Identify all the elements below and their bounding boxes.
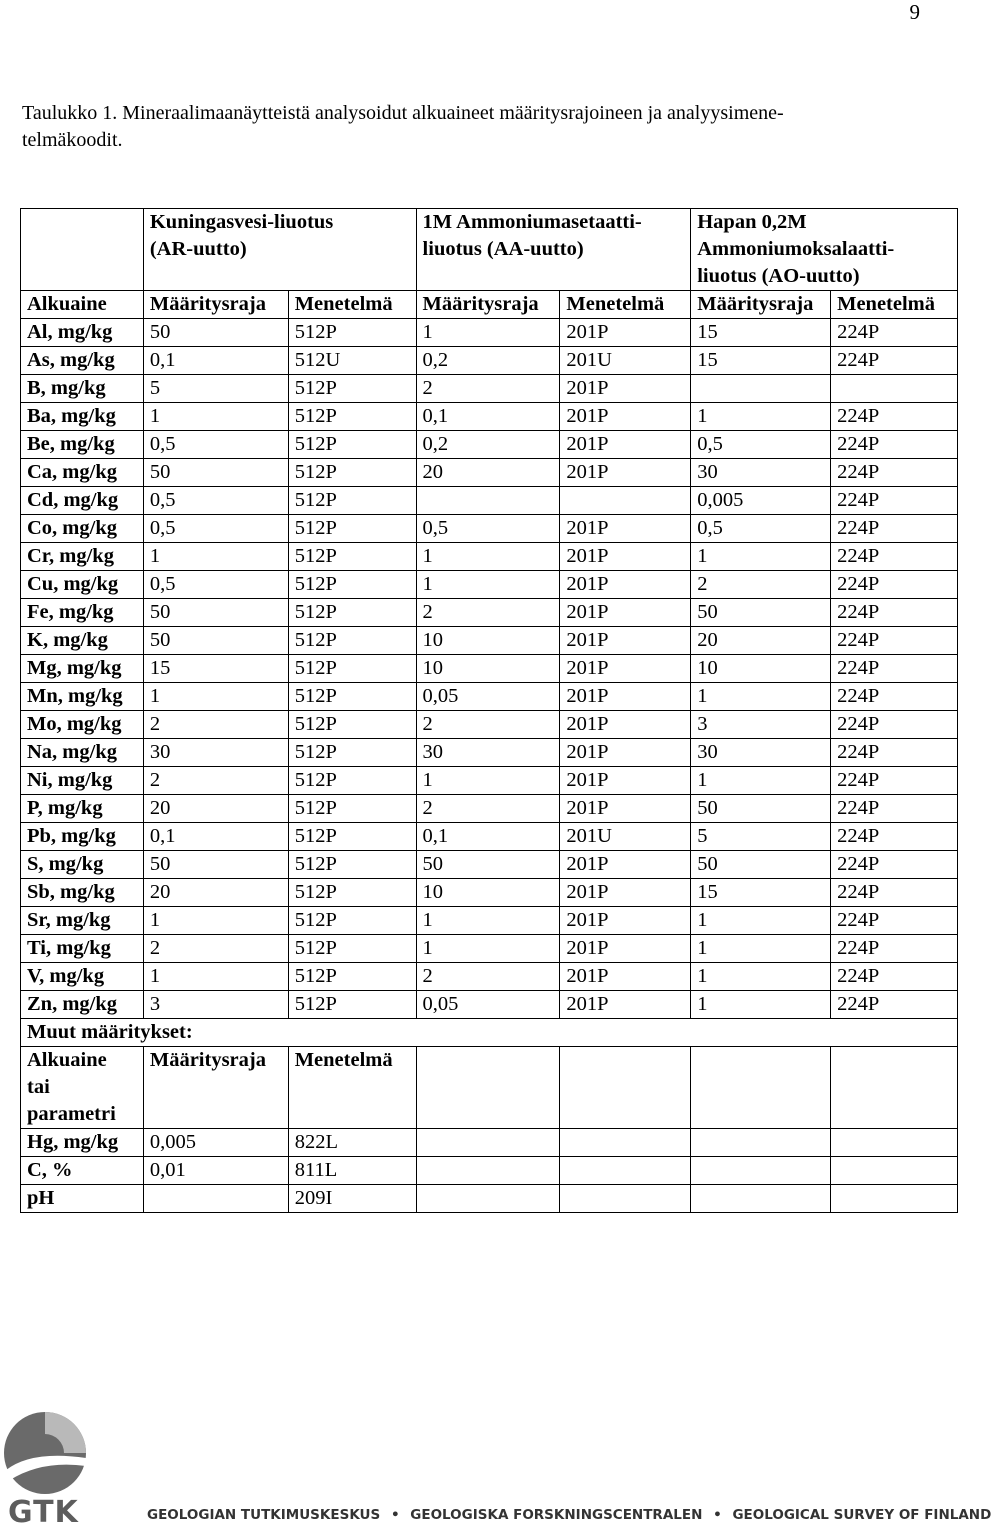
other-header-parameter-line3: parametri xyxy=(27,1103,116,1125)
table-row xyxy=(21,935,958,963)
value-cell: 0,2 xyxy=(416,431,560,459)
table-row xyxy=(21,487,958,515)
table-row xyxy=(21,795,958,823)
value-cell: 201P xyxy=(560,431,691,459)
element-cell: Co, mg/kg xyxy=(21,515,144,543)
element-cell: Zn, mg/kg xyxy=(21,991,144,1019)
page-number: 9 xyxy=(909,0,920,24)
element-cell: As, mg/kg xyxy=(21,347,144,375)
value-cell: 1 xyxy=(691,683,831,711)
empty-cell xyxy=(416,1185,560,1213)
value-cell: 512P xyxy=(288,375,416,403)
value-cell: 201P xyxy=(560,543,691,571)
table-row xyxy=(21,403,958,431)
value-cell: 201P xyxy=(560,655,691,683)
element-cell: Sr, mg/kg xyxy=(21,907,144,935)
empty-cell xyxy=(691,1129,831,1157)
value-cell: 512P xyxy=(288,683,416,711)
empty-cell xyxy=(831,1129,958,1157)
empty-cell xyxy=(416,1047,560,1129)
value-cell: 1 xyxy=(143,963,288,991)
empty-cell xyxy=(691,1157,831,1185)
value-cell: 224P xyxy=(831,767,958,795)
other-table-row xyxy=(21,1157,958,1185)
value-cell: 1 xyxy=(416,907,560,935)
element-cell: Fe, mg/kg xyxy=(21,599,144,627)
value-cell xyxy=(691,375,831,403)
element-cell: Ti, mg/kg xyxy=(21,935,144,963)
element-cell: Sb, mg/kg xyxy=(21,879,144,907)
table-row xyxy=(21,991,958,1019)
value-cell: 224P xyxy=(831,487,958,515)
value-cell: 5 xyxy=(691,823,831,851)
value-cell: 201P xyxy=(560,683,691,711)
value-cell: 201P xyxy=(560,319,691,347)
value-cell: 512P xyxy=(288,487,416,515)
element-cell: Mo, mg/kg xyxy=(21,711,144,739)
value-cell: 512P xyxy=(288,403,416,431)
table-row xyxy=(21,459,958,487)
value-cell: 2 xyxy=(691,571,831,599)
gtk-logo-icon xyxy=(2,1410,88,1496)
value-cell: 224P xyxy=(831,795,958,823)
value-cell: 201P xyxy=(560,627,691,655)
value-cell: 20 xyxy=(143,795,288,823)
group-ao-line1: Hapan 0,2M xyxy=(697,211,807,233)
logo-text: GTK xyxy=(8,1495,79,1530)
other-header-parameter xyxy=(21,1047,144,1129)
group-header-aa xyxy=(416,209,691,291)
value-cell: 512P xyxy=(288,963,416,991)
value-cell: 3 xyxy=(143,991,288,1019)
value-cell: 2 xyxy=(416,963,560,991)
column-header: Määritysraja xyxy=(143,291,288,319)
value-cell: 201P xyxy=(560,795,691,823)
value-cell: 512P xyxy=(288,515,416,543)
value-cell: 2 xyxy=(416,795,560,823)
value-cell: 1 xyxy=(691,907,831,935)
empty-cell xyxy=(831,1047,958,1129)
value-cell: 10 xyxy=(416,627,560,655)
element-cell: P, mg/kg xyxy=(21,795,144,823)
other-table-row xyxy=(21,1185,958,1213)
value-cell: 224P xyxy=(831,459,958,487)
other-determinations-row xyxy=(21,1019,958,1047)
value-cell: 1 xyxy=(416,935,560,963)
value-cell: 512P xyxy=(288,767,416,795)
value-cell: 0,5 xyxy=(143,431,288,459)
value-cell: 0,1 xyxy=(416,403,560,431)
value-cell: 512P xyxy=(288,711,416,739)
value-cell: 512P xyxy=(288,823,416,851)
value-cell: 224P xyxy=(831,935,958,963)
value-cell: 1 xyxy=(691,935,831,963)
footer xyxy=(0,1405,991,1530)
element-cell: B, mg/kg xyxy=(21,375,144,403)
table-row xyxy=(21,851,958,879)
value-cell: 50 xyxy=(143,851,288,879)
parameter-cell: C, % xyxy=(21,1157,144,1185)
value-cell: 224P xyxy=(831,683,958,711)
table-row xyxy=(21,515,958,543)
value-cell: 201P xyxy=(560,403,691,431)
value-cell: 201U xyxy=(560,347,691,375)
value-cell: 0,1 xyxy=(416,823,560,851)
value-cell: 512P xyxy=(288,879,416,907)
value-cell: 224P xyxy=(831,627,958,655)
empty-cell xyxy=(560,1047,691,1129)
value-cell: 2 xyxy=(143,711,288,739)
value-cell: 201P xyxy=(560,711,691,739)
value-cell: 10 xyxy=(416,879,560,907)
group-ao-line3: liuotus (AO-uutto) xyxy=(697,265,860,287)
value-cell: 15 xyxy=(691,347,831,375)
caption-line-1: Taulukko 1. Mineraalimaanäytteistä analysoidut alkuaineet määritysrajoineen ja analyysimene- xyxy=(22,102,784,124)
empty-cell xyxy=(691,1047,831,1129)
value-cell: 201P xyxy=(560,459,691,487)
group-ar-line2: (AR-uutto) xyxy=(149,238,247,260)
element-cell: V, mg/kg xyxy=(21,963,144,991)
value-cell: 2 xyxy=(416,375,560,403)
parameter-cell: pH xyxy=(21,1185,144,1213)
value-cell: 1 xyxy=(143,907,288,935)
group-ao-line2: Ammoniumoksalaatti- xyxy=(697,238,895,260)
value-cell: 512P xyxy=(288,459,416,487)
table-row xyxy=(21,683,958,711)
value-cell: 209I xyxy=(288,1185,416,1213)
value-cell: 224P xyxy=(831,599,958,627)
other-determinations-title: Muut määritykset: xyxy=(21,1019,958,1047)
table-row xyxy=(21,879,958,907)
value-cell: 1 xyxy=(416,571,560,599)
value-cell: 512P xyxy=(288,319,416,347)
value-cell: 30 xyxy=(143,739,288,767)
table-row xyxy=(21,655,958,683)
org-name-fi: GEOLOGIAN TUTKIMUSKESKUS xyxy=(147,1507,381,1523)
value-cell: 15 xyxy=(143,655,288,683)
value-cell: 201P xyxy=(560,375,691,403)
value-cell: 512P xyxy=(288,991,416,1019)
other-header-method: Menetelmä xyxy=(288,1047,416,1129)
value-cell: 1 xyxy=(416,767,560,795)
value-cell: 2 xyxy=(416,711,560,739)
table-row xyxy=(21,375,958,403)
value-cell: 512P xyxy=(288,935,416,963)
other-table-row xyxy=(21,1129,958,1157)
element-cell: Cd, mg/kg xyxy=(21,487,144,515)
column-header-row xyxy=(21,291,958,319)
value-cell: 201P xyxy=(560,571,691,599)
table-row xyxy=(21,739,958,767)
methods-table xyxy=(20,208,958,1213)
empty-cell xyxy=(560,1129,691,1157)
empty-cell xyxy=(560,1185,691,1213)
value-cell: 512U xyxy=(288,347,416,375)
value-cell: 0,5 xyxy=(691,431,831,459)
value-cell: 15 xyxy=(691,879,831,907)
column-header: Menetelmä xyxy=(560,291,691,319)
element-cell: K, mg/kg xyxy=(21,627,144,655)
element-cell: Mn, mg/kg xyxy=(21,683,144,711)
table-row xyxy=(21,963,958,991)
value-cell: 1 xyxy=(143,683,288,711)
table-row xyxy=(21,627,958,655)
value-cell: 201P xyxy=(560,991,691,1019)
value-cell: 224P xyxy=(831,851,958,879)
column-header: Menetelmä xyxy=(288,291,416,319)
value-cell: 512P xyxy=(288,599,416,627)
table-row xyxy=(21,823,958,851)
value-cell: 0,5 xyxy=(143,515,288,543)
value-cell: 0,1 xyxy=(143,347,288,375)
value-cell: 20 xyxy=(143,879,288,907)
value-cell: 30 xyxy=(691,459,831,487)
group-header-ao xyxy=(691,209,958,291)
value-cell: 0,5 xyxy=(691,515,831,543)
element-cell: Al, mg/kg xyxy=(21,319,144,347)
value-cell: 2 xyxy=(143,935,288,963)
value-cell: 512P xyxy=(288,627,416,655)
org-name-sv: GEOLOGISKA FORSKNINGSCENTRALEN xyxy=(410,1507,703,1523)
other-header-row xyxy=(21,1047,958,1129)
value-cell: 50 xyxy=(691,851,831,879)
value-cell: 1 xyxy=(691,767,831,795)
parameter-cell: Hg, mg/kg xyxy=(21,1129,144,1157)
value-cell: 0,05 xyxy=(416,683,560,711)
value-cell: 0,5 xyxy=(143,571,288,599)
group-header-row xyxy=(21,209,958,291)
empty-cell xyxy=(416,1129,560,1157)
value-cell: 224P xyxy=(831,711,958,739)
element-cell: Ca, mg/kg xyxy=(21,459,144,487)
value-cell: 50 xyxy=(143,627,288,655)
group-ar-line1: Kuningasvesi-liuotus xyxy=(149,211,334,233)
value-cell: 224P xyxy=(831,515,958,543)
value-cell: 30 xyxy=(691,739,831,767)
value-cell: 30 xyxy=(416,739,560,767)
value-cell: 201P xyxy=(560,879,691,907)
column-header: Määritysraja xyxy=(416,291,560,319)
value-cell: 512P xyxy=(288,851,416,879)
value-cell: 201P xyxy=(560,767,691,795)
empty-header-cell xyxy=(21,209,144,291)
table-row xyxy=(21,571,958,599)
other-header-limit: Määritysraja xyxy=(143,1047,288,1129)
empty-cell xyxy=(831,1157,958,1185)
value-cell: 50 xyxy=(691,599,831,627)
element-cell: Cr, mg/kg xyxy=(21,543,144,571)
value-cell: 50 xyxy=(691,795,831,823)
value-cell: 0,01 xyxy=(143,1157,288,1185)
column-header: Määritysraja xyxy=(691,291,831,319)
org-name-en: GEOLOGICAL SURVEY OF FINLAND xyxy=(732,1507,991,1523)
separator-dot: • xyxy=(713,1507,722,1523)
empty-cell xyxy=(416,1157,560,1185)
table-row xyxy=(21,319,958,347)
value-cell: 1 xyxy=(691,403,831,431)
value-cell: 201P xyxy=(560,907,691,935)
value-cell: 2 xyxy=(416,599,560,627)
value-cell: 50 xyxy=(416,851,560,879)
value-cell: 50 xyxy=(143,459,288,487)
group-aa-line2: liuotus (AA-uutto) xyxy=(422,238,584,260)
value-cell xyxy=(416,487,560,515)
value-cell: 811L xyxy=(288,1157,416,1185)
value-cell: 201P xyxy=(560,515,691,543)
separator-dot: • xyxy=(390,1507,400,1523)
value-cell: 512P xyxy=(288,543,416,571)
value-cell: 0,5 xyxy=(416,515,560,543)
value-cell: 224P xyxy=(831,319,958,347)
value-cell: 512P xyxy=(288,739,416,767)
value-cell: 15 xyxy=(691,319,831,347)
value-cell: 224P xyxy=(831,543,958,571)
element-cell: Na, mg/kg xyxy=(21,739,144,767)
empty-cell xyxy=(691,1185,831,1213)
value-cell: 224P xyxy=(831,963,958,991)
value-cell: 512P xyxy=(288,571,416,599)
value-cell: 10 xyxy=(691,655,831,683)
value-cell: 0,005 xyxy=(691,487,831,515)
table-row xyxy=(21,711,958,739)
value-cell: 512P xyxy=(288,655,416,683)
value-cell: 3 xyxy=(691,711,831,739)
table-row xyxy=(21,543,958,571)
value-cell: 0,2 xyxy=(416,347,560,375)
value-cell: 224P xyxy=(831,879,958,907)
element-cell: S, mg/kg xyxy=(21,851,144,879)
value-cell: 224P xyxy=(831,739,958,767)
value-cell: 1 xyxy=(416,543,560,571)
value-cell: 201P xyxy=(560,851,691,879)
value-cell xyxy=(143,1185,288,1213)
value-cell: 2 xyxy=(143,767,288,795)
value-cell: 201P xyxy=(560,935,691,963)
value-cell: 201P xyxy=(560,599,691,627)
value-cell: 201U xyxy=(560,823,691,851)
column-header: Alkuaine xyxy=(21,291,144,319)
value-cell: 1 xyxy=(416,319,560,347)
value-cell: 224P xyxy=(831,347,958,375)
value-cell: 10 xyxy=(416,655,560,683)
table-row xyxy=(21,431,958,459)
table-row xyxy=(21,599,958,627)
caption-line-2: telmäkoodit. xyxy=(22,129,123,151)
value-cell: 1 xyxy=(143,543,288,571)
value-cell: 0,5 xyxy=(143,487,288,515)
value-cell: 1 xyxy=(691,991,831,1019)
value-cell: 20 xyxy=(691,627,831,655)
table-row xyxy=(21,767,958,795)
value-cell: 224P xyxy=(831,655,958,683)
value-cell: 0,05 xyxy=(416,991,560,1019)
table-row xyxy=(21,347,958,375)
value-cell: 0,1 xyxy=(143,823,288,851)
value-cell: 0,005 xyxy=(143,1129,288,1157)
table-caption xyxy=(22,100,942,154)
value-cell: 20 xyxy=(416,459,560,487)
value-cell: 1 xyxy=(691,543,831,571)
value-cell: 224P xyxy=(831,907,958,935)
element-cell: Ni, mg/kg xyxy=(21,767,144,795)
other-header-parameter-line1: Alkuaine xyxy=(27,1049,107,1071)
element-cell: Ba, mg/kg xyxy=(21,403,144,431)
table-row xyxy=(21,907,958,935)
value-cell: 50 xyxy=(143,599,288,627)
value-cell xyxy=(560,487,691,515)
value-cell: 1 xyxy=(691,963,831,991)
value-cell: 512P xyxy=(288,795,416,823)
empty-cell xyxy=(560,1157,691,1185)
element-cell: Be, mg/kg xyxy=(21,431,144,459)
column-header: Menetelmä xyxy=(831,291,958,319)
empty-cell xyxy=(831,1185,958,1213)
other-header-parameter-line2: tai xyxy=(27,1076,50,1098)
value-cell: 512P xyxy=(288,431,416,459)
value-cell: 512P xyxy=(288,907,416,935)
value-cell xyxy=(831,375,958,403)
value-cell: 201P xyxy=(560,739,691,767)
value-cell: 50 xyxy=(143,319,288,347)
value-cell: 201P xyxy=(560,963,691,991)
organization-names xyxy=(147,1507,991,1523)
value-cell: 5 xyxy=(143,375,288,403)
value-cell: 224P xyxy=(831,823,958,851)
value-cell: 224P xyxy=(831,991,958,1019)
value-cell: 822L xyxy=(288,1129,416,1157)
value-cell: 1 xyxy=(143,403,288,431)
value-cell: 224P xyxy=(831,403,958,431)
group-header-ar xyxy=(143,209,416,291)
group-aa-line1: 1M Ammoniumasetaatti- xyxy=(422,211,642,233)
element-cell: Pb, mg/kg xyxy=(21,823,144,851)
value-cell: 224P xyxy=(831,431,958,459)
element-cell: Mg, mg/kg xyxy=(21,655,144,683)
value-cell: 224P xyxy=(831,571,958,599)
element-cell: Cu, mg/kg xyxy=(21,571,144,599)
